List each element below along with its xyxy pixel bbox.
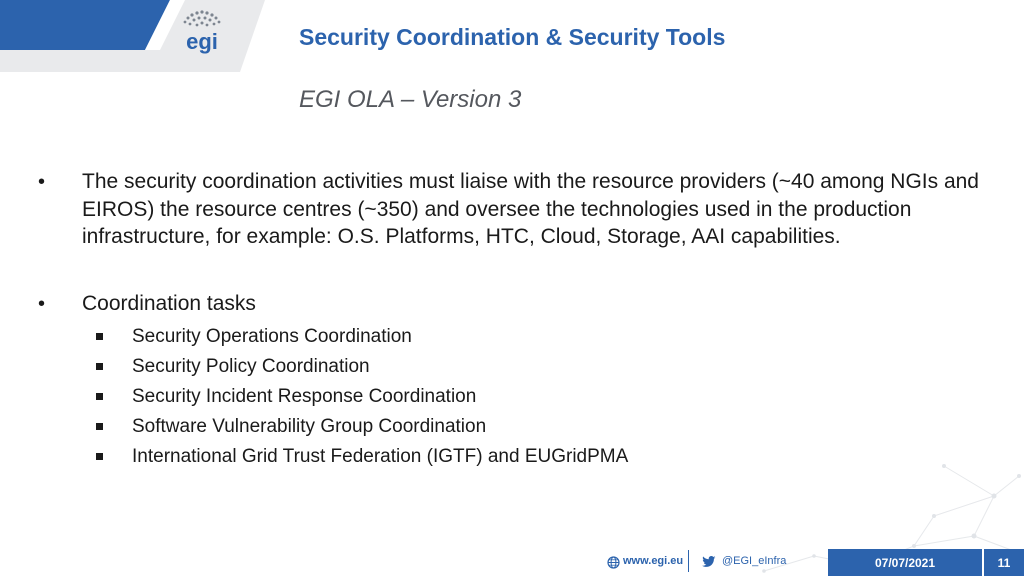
sub-bullet-item <box>0 354 1024 384</box>
bullet-text: Coordination tasks <box>82 292 256 315</box>
twitter-bird-icon <box>702 556 716 568</box>
sub-bullet-text: Security Policy Coordination <box>132 356 370 377</box>
footer-divider <box>688 550 689 572</box>
slide-subtitle: EGI OLA – Version 3 <box>299 86 522 113</box>
sub-bullet-text: International Grid Trust Federation (IGTF) and EUGridPMA <box>132 446 629 467</box>
website-link[interactable]: www.egi.eu <box>623 555 684 567</box>
sub-bullet-item <box>0 384 1024 414</box>
square-bullet-icon <box>96 393 103 400</box>
logo-wordmark: egi <box>186 29 218 54</box>
square-bullet-icon <box>96 333 103 340</box>
sub-bullet-item <box>0 414 1024 444</box>
sub-bullet-item <box>0 324 1024 354</box>
bullet-dot: • <box>38 171 46 193</box>
page-number: 11 <box>984 549 1024 576</box>
slide-title: Security Coordination & Security Tools <box>299 24 726 50</box>
twitter-handle-link[interactable]: @EGI_eInfra <box>722 555 787 567</box>
sub-bullet-text: Security Incident Response Coordination <box>132 386 477 407</box>
slide-date: 07/07/2021 <box>828 549 982 576</box>
bullet-dot: • <box>38 293 46 315</box>
square-bullet-icon <box>96 453 103 460</box>
bullet-text: The security coordination activities must liaise with the resource providers (~40 among NGIs and EIROS) the resource centres (~350) and oversee the technologies used in the production infrastructure, for example: O.S. Platforms, HTC, Cloud, Storage, AAI capabilities. <box>82 170 979 248</box>
globe-icon <box>607 556 620 569</box>
sub-bullet-text: Security Operations Coordination <box>132 326 412 347</box>
square-bullet-icon <box>96 423 103 430</box>
square-bullet-icon <box>96 363 103 370</box>
egi-logo <box>170 6 234 54</box>
sub-bullet-text: Software Vulnerability Group Coordination <box>132 416 487 437</box>
